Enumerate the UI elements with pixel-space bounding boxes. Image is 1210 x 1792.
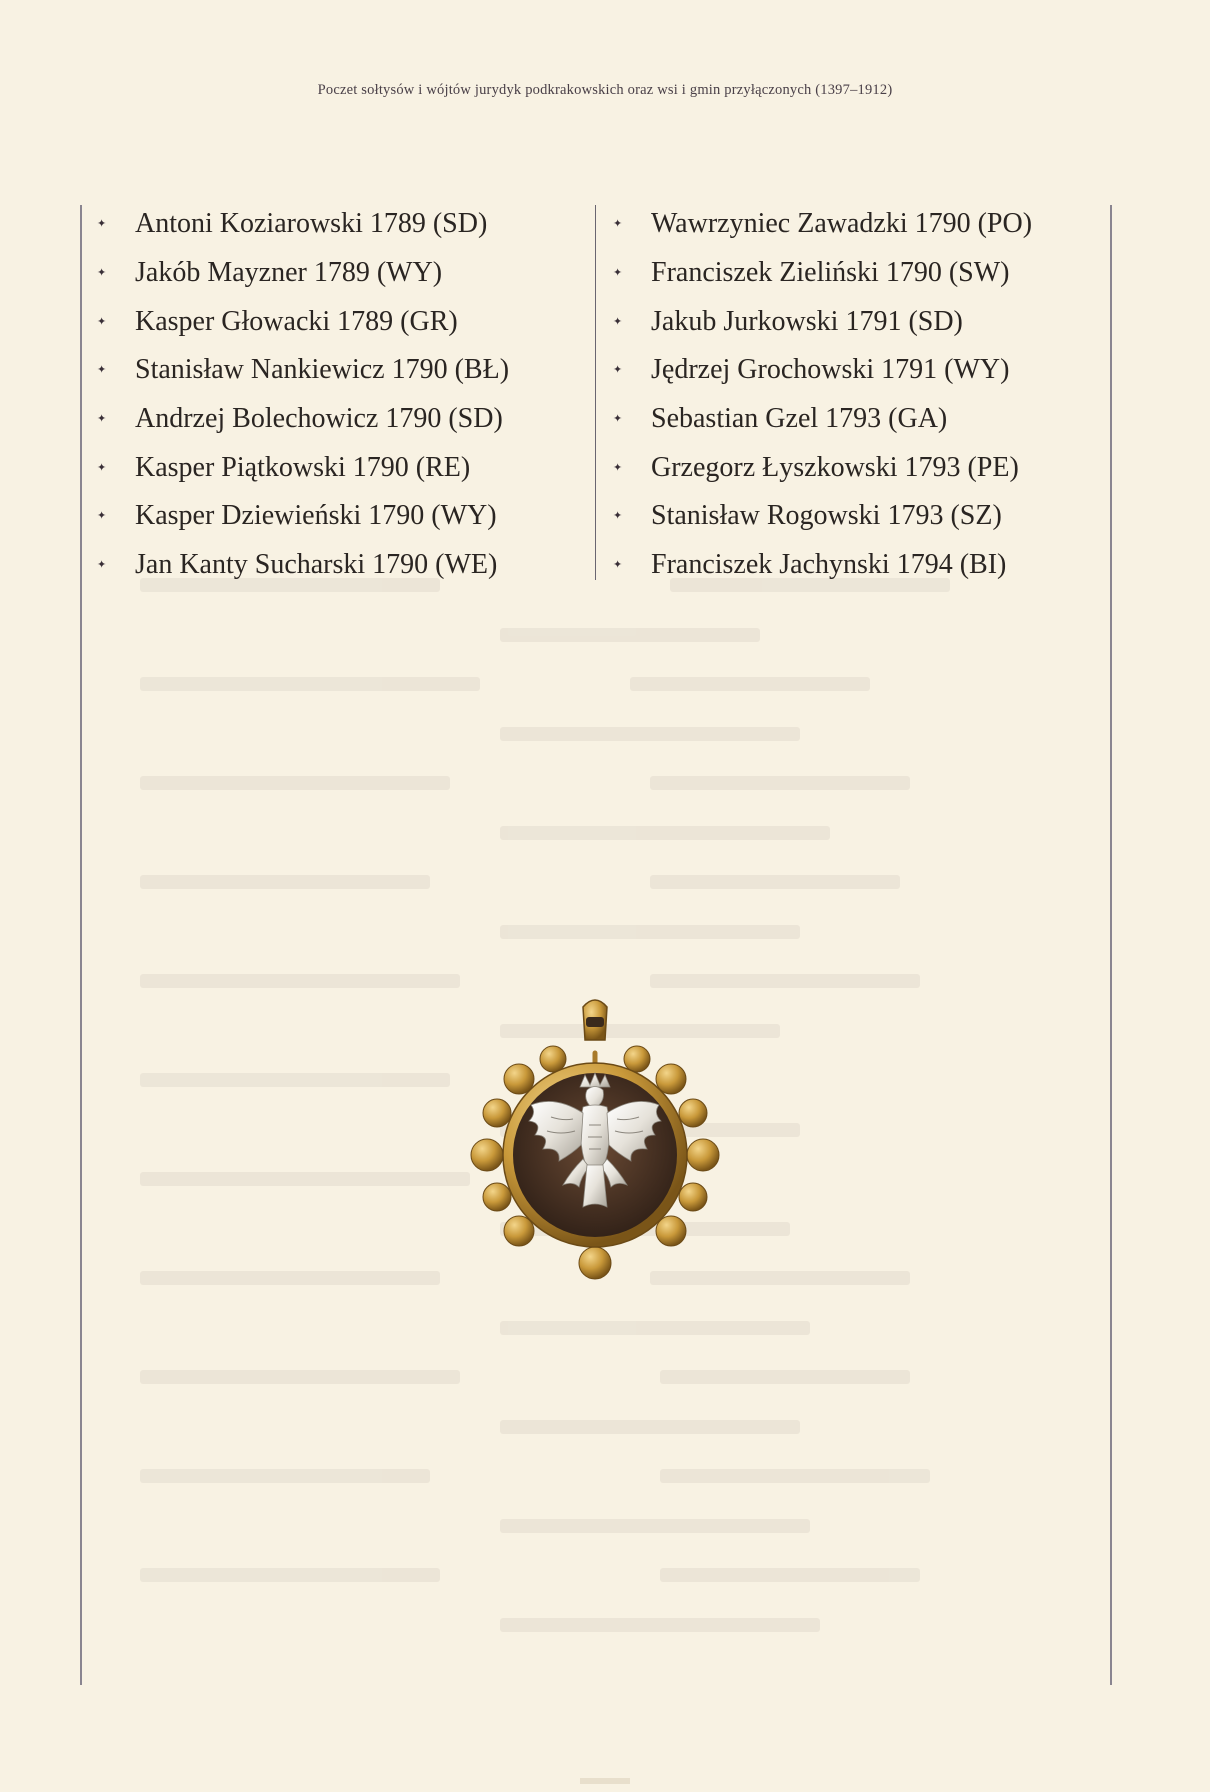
list-item <box>613 443 1032 492</box>
bullet-icon: ✦ <box>97 218 107 231</box>
bullet-icon: ✦ <box>97 510 107 523</box>
list-item <box>97 297 509 346</box>
bullet-icon: ✦ <box>613 364 623 377</box>
bullet-icon: ✦ <box>613 510 623 523</box>
entry-text: Jakub Jurkowski 1791 (SD) <box>651 305 963 337</box>
entry-text: Kasper Piątkowski 1790 (RE) <box>135 451 471 483</box>
right-frame-line <box>1110 205 1112 1685</box>
entry-text: Wawrzyniec Zawadzki 1790 (PO) <box>651 208 1033 240</box>
entry-text: Stanisław Nankiewicz 1790 (BŁ) <box>135 354 510 386</box>
entry-text: Jakób Mayzner 1789 (WY) <box>135 257 443 289</box>
entry-text: Andrzej Bolechowicz 1790 (SD) <box>135 403 503 435</box>
list-item <box>613 541 1032 590</box>
entry-text: Jędrzej Grochowski 1791 (WY) <box>651 354 1010 386</box>
list-item <box>613 346 1032 395</box>
column-divider <box>595 205 596 580</box>
list-item <box>97 395 509 444</box>
bullet-icon: ✦ <box>97 315 107 328</box>
bullet-icon: ✦ <box>613 559 623 572</box>
list-item <box>97 541 509 590</box>
page-footer-mark <box>580 1778 630 1784</box>
bullet-icon: ✦ <box>613 413 623 426</box>
list-item <box>97 200 509 249</box>
entry-text: Jan Kanty Sucharski 1790 (WE) <box>135 549 498 581</box>
bullet-icon: ✦ <box>97 559 107 572</box>
bullet-icon: ✦ <box>97 364 107 377</box>
entry-text: Franciszek Jachynski 1794 (BI) <box>651 549 1007 581</box>
entry-text: Stanisław Rogowski 1793 (SZ) <box>651 500 1002 532</box>
bullet-icon: ✦ <box>613 461 623 474</box>
list-item <box>97 443 509 492</box>
list-item <box>613 297 1032 346</box>
left-column-list <box>97 200 509 590</box>
bullet-icon: ✦ <box>97 267 107 280</box>
bullet-icon: ✦ <box>97 461 107 474</box>
list-item <box>613 395 1032 444</box>
list-item <box>97 249 509 298</box>
entry-text: Sebastian Gzel 1793 (GA) <box>651 403 948 435</box>
entry-text: Kasper Głowacki 1789 (GR) <box>135 305 458 337</box>
bullet-icon: ✦ <box>97 413 107 426</box>
list-item <box>613 492 1032 541</box>
list-item <box>613 200 1032 249</box>
list-item <box>97 346 509 395</box>
entry-text: Kasper Dziewieński 1790 (WY) <box>135 500 497 532</box>
bullet-icon: ✦ <box>613 267 623 280</box>
left-frame-line <box>80 205 82 1685</box>
list-item <box>613 249 1032 298</box>
entry-text: Franciszek Zieliński 1790 (SW) <box>651 257 1010 289</box>
bullet-icon: ✦ <box>613 218 623 231</box>
bullet-icon: ✦ <box>613 315 623 328</box>
right-column-list <box>613 200 1032 590</box>
entry-text: Grzegorz Łyszkowski 1793 (PE) <box>651 451 1019 483</box>
list-item <box>97 492 509 541</box>
entry-text: Antoni Koziarowski 1789 (SD) <box>135 208 488 240</box>
running-header: Poczet sołtysów i wójtów jurydyk podkrakowskich oraz wsi i gmin przyłączonych (1397–1912) <box>317 82 893 98</box>
polish-eagle-emblem-icon <box>455 995 735 1305</box>
